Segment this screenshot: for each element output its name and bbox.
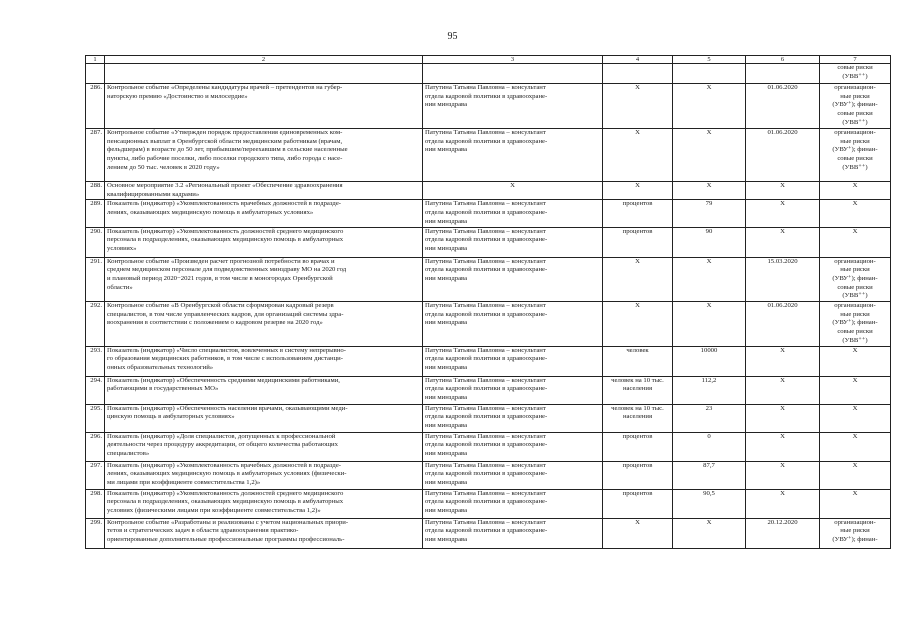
date-line: X (780, 227, 785, 235)
risk-line: X (852, 227, 858, 235)
risk-cell (820, 518, 891, 548)
risk-line: (УВУ⁺); финан- (832, 535, 878, 543)
description-line: Контрольное событие «Произведен расчет прогнозной потребности во врачах и (107, 257, 335, 265)
date-cell (746, 404, 820, 432)
responsible-cell (423, 302, 603, 347)
value-line: 112,2 (701, 376, 717, 384)
value-line: X (706, 257, 712, 265)
responsible-cell (423, 200, 603, 227)
table-row (86, 376, 891, 404)
responsible-line: отдела кадровой политики в здравоохране- (425, 385, 548, 393)
responsible-line: нии минздрава (425, 146, 468, 154)
date-line: 01.06.2020 (767, 84, 798, 91)
responsible-cell (423, 489, 603, 518)
responsible-line: Патутина Татьяна Павловна – консультант (425, 200, 546, 208)
unit-line: населения (622, 413, 653, 421)
risk-cell (820, 200, 891, 227)
table-row (86, 182, 891, 200)
unit-line: X (635, 518, 640, 526)
description-line: цинскую помощь в амбулаторных условиях» (107, 413, 235, 421)
date-line: X (780, 404, 785, 412)
description-line: Контрольное событие «Разработаны и реализованы с учетом национальных приори- (107, 518, 349, 526)
unit-cell (603, 489, 673, 518)
responsible-cell (423, 182, 603, 200)
risk-cell (820, 432, 891, 461)
row-number: 292. (86, 302, 105, 347)
responsible-line: Патутина Татьяна Павловна – консультант (425, 376, 546, 384)
description-cell (105, 182, 423, 200)
value-line: X (706, 129, 712, 136)
date-cell (746, 84, 820, 129)
value-line: X (706, 518, 712, 526)
description-cell (105, 404, 423, 432)
table-row (86, 432, 891, 461)
row-number: 291. (86, 257, 105, 302)
responsible-line: отдела кадровой политики в здравоохране- (425, 470, 548, 478)
responsible-line: отдела кадровой политики в здравоохране- (425, 137, 548, 145)
responsible-line: Патутина Татьяна Павловна – консультант (425, 404, 546, 412)
risk-cell (820, 376, 891, 404)
value-cell (673, 461, 746, 489)
description-line: лениях, оказывающих медицинскую помощь в амбулаторных условиях» (107, 209, 314, 217)
date-cell (746, 376, 820, 404)
description-line: Контрольное событие «В Оренбургской области сформирован кадровый резерв (107, 302, 334, 310)
responsible-line: отдела кадровой политики в здравоохране- (425, 92, 548, 100)
date-line: X (780, 432, 785, 440)
risk-line: X (852, 200, 858, 208)
description-line: ми лицами при коэффициенте совместительства 1,2)» (107, 478, 261, 486)
table-row (86, 461, 891, 489)
responsible-line: отдела кадровой политики в здравоохране- (425, 413, 548, 421)
unit-line: X (635, 302, 640, 310)
risk-line: ные риски (840, 92, 870, 100)
responsible-line: нии минздрава (425, 244, 468, 252)
risk-cell (820, 302, 891, 347)
risk-line: (УВВ⁺⁺) (842, 163, 868, 171)
unit-line: человек (626, 346, 649, 354)
value-line: 0 (707, 432, 711, 440)
unit-line: человек на 10 тыс. (611, 404, 664, 412)
responsible-line: отдела кадровой политики в здравоохране- (425, 236, 548, 244)
row-number: 297. (86, 461, 105, 489)
date-line: X (780, 489, 785, 497)
description-line: Контрольное событие «Утвержден порядок предоставления единовременных ком- (107, 129, 343, 136)
responsible-line: нии минздрава (425, 363, 468, 371)
risk-line: ные риски (840, 266, 870, 274)
description-cell (105, 461, 423, 489)
continuation-row (86, 64, 891, 84)
responsible-line: нии минздрава (425, 217, 468, 225)
value-cell (673, 302, 746, 347)
unit-line: процентов (622, 489, 653, 497)
date-cell (746, 129, 820, 182)
description-line: персонала в подразделениях, оказывающих медицинскую помощь в амбулаторных (107, 498, 344, 506)
description-line: Контрольное событие «Определены кандидатуры врачей – претендентов на губер- (107, 84, 343, 91)
row-number: 286. (86, 84, 105, 129)
risk-line: совые риски (837, 64, 873, 71)
responsible-cell (423, 404, 603, 432)
value-line: X (706, 84, 712, 91)
value-line: X (706, 302, 712, 310)
risk-line: (УВВ⁺⁺) (842, 292, 868, 300)
description-cell (105, 346, 423, 376)
date-cell (746, 432, 820, 461)
description-line: деятельности через процедуру аккредитации, от общего количества работающих (107, 441, 338, 449)
responsible-line: нии минздрава (425, 393, 468, 401)
description-line: лением до 50 тыс. человек в 2020 году» (107, 163, 220, 171)
date-cell (746, 200, 820, 227)
unit-cell (603, 404, 673, 432)
value-cell (673, 346, 746, 376)
value-cell (673, 200, 746, 227)
risk-line: (УВВ⁺⁺) (842, 72, 868, 80)
risk-cell (820, 461, 891, 489)
description-line: тетов и стратегических задач в области здравоохранения практико- (107, 527, 299, 535)
table-row (86, 257, 891, 302)
responsible-line: Патутина Татьяна Павловна – консультант (425, 257, 546, 265)
value-cell (673, 518, 746, 548)
risk-line: (УВУ⁺); финан- (832, 319, 878, 327)
date-line: X (780, 461, 785, 469)
description-cell (105, 129, 423, 182)
measures-table (85, 55, 891, 549)
unit-line: X (635, 129, 640, 136)
row-number: 299. (86, 518, 105, 548)
unit-line: X (635, 182, 640, 189)
responsible-cell (423, 518, 603, 548)
value-line: 23 (705, 404, 713, 412)
description-line: области» (107, 283, 133, 291)
description-cell (105, 200, 423, 227)
value-line: 79 (705, 200, 713, 208)
responsible-line: нии минздрава (425, 101, 468, 109)
value-cell (673, 227, 746, 257)
responsible-line: нии минздрава (425, 506, 468, 514)
date-cell (746, 346, 820, 376)
description-line: пункты, либо рабочие поселки, либо поселки городского типа, либо города с насе- (107, 155, 343, 163)
row-number: 293. (86, 346, 105, 376)
description-line: Показатель (индикатор) «Укомплектованность врачебных должностей в подразде- (107, 200, 342, 208)
description-line: онных образовательных технологий» (107, 363, 214, 371)
responsible-cell (423, 84, 603, 129)
risk-line: X (852, 489, 858, 497)
risk-line: X (852, 346, 858, 354)
unit-cell (603, 182, 673, 200)
unit-cell (603, 432, 673, 461)
row-number: 298. (86, 489, 105, 518)
unit-line: X (635, 84, 640, 91)
value-line: 90 (705, 227, 713, 235)
table-row (86, 129, 891, 182)
risk-line: X (852, 376, 858, 384)
risk-line: (УВУ⁺); финан- (832, 146, 878, 154)
description-line: среднем медицинском персонале для подведомственных минздраву МО на 2020 год (107, 266, 347, 274)
risk-line: совые риски (837, 283, 873, 291)
unit-line: процентов (622, 432, 653, 440)
description-cell (105, 84, 423, 129)
unit-cell (603, 518, 673, 548)
responsible-line: нии минздрава (425, 449, 468, 457)
date-line: 01.06.2020 (767, 302, 798, 310)
risk-line: X (852, 182, 858, 189)
risk-line: ные риски (840, 310, 870, 318)
unit-cell (603, 461, 673, 489)
responsible-line: Патутина Татьяна Павловна – консультант (425, 432, 546, 440)
description-cell (105, 257, 423, 302)
description-line: специалистов, в том числе управленческих кадров, для организаций системы здра- (107, 310, 344, 318)
unit-cell (603, 227, 673, 257)
value-cell (673, 404, 746, 432)
responsible-line: Патутина Татьяна Павловна – консультант (425, 461, 546, 469)
date-cell (746, 489, 820, 518)
responsible-line: Патутина Татьяна Павловна – консультант (425, 84, 546, 91)
date-cell (746, 302, 820, 347)
unit-line: человек на 10 тыс. (611, 376, 664, 384)
risk-line: (УВУ⁺); финан- (832, 274, 878, 282)
value-cell (673, 376, 746, 404)
table-row (86, 84, 891, 129)
date-line: 15.03.2020 (767, 257, 798, 265)
risk-cell (820, 346, 891, 376)
row-number: 287. (86, 129, 105, 182)
date-cell (746, 257, 820, 302)
date-line: X (780, 346, 785, 354)
value-cell (673, 489, 746, 518)
unit-line: процентов (622, 461, 653, 469)
date-cell (746, 518, 820, 548)
risk-cell (820, 84, 891, 129)
risk-line: организацион- (834, 257, 876, 265)
table-row (86, 227, 891, 257)
responsible-line: отдела кадровой политики в здравоохране- (425, 527, 548, 535)
responsible-cell (423, 461, 603, 489)
risk-cell (820, 489, 891, 518)
responsible-cell (423, 227, 603, 257)
description-cell (105, 489, 423, 518)
risk-cell (820, 404, 891, 432)
value-line: 87,7 (703, 461, 715, 469)
description-line: фельдшерам) в возрасте до 50 лет, прибывшим/переехавшим в сельские населенные (107, 146, 348, 154)
date-line: X (780, 200, 785, 208)
description-line: ориентированные дополнительные профессиональные программы профессиональ- (107, 535, 345, 543)
responsible-line: нии минздрава (425, 421, 468, 429)
description-line: Показатель (индикатор) «Обеспеченность средними медицинскими работниками, (107, 376, 340, 384)
row-number: 289. (86, 200, 105, 227)
header-row (86, 56, 891, 64)
unit-cell (603, 257, 673, 302)
description-cell (105, 376, 423, 404)
description-line: специалистов» (107, 449, 150, 457)
unit-cell (603, 200, 673, 227)
column-header: 1 (86, 56, 105, 64)
date-line: 01.06.2020 (767, 129, 798, 136)
responsible-line: отдела кадровой политики в здравоохране- (425, 441, 548, 449)
risk-line: совые риски (837, 155, 873, 163)
risk-line: (УВВ⁺⁺) (842, 336, 868, 344)
date-line: X (780, 182, 785, 189)
risk-line: совые риски (837, 110, 873, 118)
risk-line: ные риски (840, 137, 870, 145)
unit-cell (603, 129, 673, 182)
responsible-line: Патутина Татьяна Павловна – консультант (425, 227, 546, 235)
risk-line: совые риски (837, 328, 873, 336)
column-header: 4 (603, 56, 673, 64)
description-cell (105, 432, 423, 461)
responsible-line: Патутина Татьяна Павловна – консультант (425, 302, 546, 310)
risk-line: организацион- (834, 302, 876, 310)
risk-cell (820, 257, 891, 302)
description-line: Показатель (индикатор) «Укомплектованность должностей среднего медицинского (107, 227, 344, 235)
unit-cell (603, 84, 673, 129)
description-line: работающими в государственных МО» (107, 385, 219, 393)
unit-line: X (635, 257, 640, 265)
column-header: 5 (673, 56, 746, 64)
risk-cell (820, 64, 891, 84)
row-number: 288. (86, 182, 105, 200)
date-line: X (780, 376, 785, 384)
table-row (86, 346, 891, 376)
value-cell (673, 182, 746, 200)
date-cell (746, 461, 820, 489)
table-row (86, 489, 891, 518)
responsible-line: X (510, 182, 515, 189)
risk-line: X (852, 461, 858, 469)
unit-cell (603, 376, 673, 404)
value-cell (673, 129, 746, 182)
date-line: 20.12.2020 (767, 518, 798, 526)
table-row (86, 200, 891, 227)
risk-line: организацион- (834, 84, 876, 91)
responsible-cell (423, 129, 603, 182)
risk-line: организацион- (834, 129, 876, 136)
unit-cell (603, 302, 673, 347)
unit-cell (603, 346, 673, 376)
responsible-line: Патутина Татьяна Павловна – консультант (425, 518, 546, 526)
value-cell (673, 84, 746, 129)
description-line: лениях, оказывающих медицинскую помощь в амбулаторных условиях (физически- (107, 470, 347, 478)
responsible-line: Патутина Татьяна Павловна – консультант (425, 129, 546, 136)
table-row (86, 302, 891, 347)
description-cell (105, 227, 423, 257)
table-row (86, 518, 891, 548)
page-number: 95 (447, 31, 458, 42)
responsible-line: нии минздрава (425, 274, 468, 282)
value-line: 90,5 (703, 489, 715, 497)
description-line: Основное мероприятие 3.2 «Региональный проект «Обеспечение здравоохранения (107, 182, 343, 189)
row-number: 290. (86, 227, 105, 257)
table-row (86, 404, 891, 432)
column-header: 2 (105, 56, 423, 64)
description-line: воохранения в соответствии с положением о кадровом резерве на 2020 год» (107, 319, 323, 327)
responsible-cell (423, 376, 603, 404)
description-line: го образования медицинских работников, в том числе с использованием дистанци- (107, 355, 343, 363)
description-cell (105, 518, 423, 548)
responsible-cell (423, 257, 603, 302)
description-line: Показатель (индикатор) «Доля специалистов, допущенных к профессиональной (107, 432, 336, 440)
row-number: 296. (86, 432, 105, 461)
unit-line: процентов (622, 200, 653, 208)
responsible-line: Патутина Татьяна Павловна – консультант (425, 489, 546, 497)
description-line: квалифицированными кадрами» (107, 190, 200, 198)
responsible-cell (423, 432, 603, 461)
responsible-line: отдела кадровой политики в здравоохране- (425, 209, 548, 217)
description-line: Показатель (индикатор) «Укомплектованность должностей среднего медицинского (107, 489, 344, 497)
risk-line: (УВВ⁺⁺) (842, 118, 868, 126)
description-line: Показатель (индикатор) «Обеспеченность населения врачами, оказывающими меди- (107, 404, 348, 412)
responsible-line: отдела кадровой политики в здравоохране- (425, 310, 548, 318)
description-line: наторскую премию «Достоинство и милосердие» (107, 92, 248, 100)
description-line: персонала в подразделениях, оказывающих медицинскую помощь в амбулаторных (107, 236, 344, 244)
column-header: 3 (423, 56, 603, 64)
responsible-line: отдела кадровой политики в здравоохране- (425, 266, 548, 274)
risk-line: ные риски (840, 527, 870, 535)
column-header: 7 (820, 56, 891, 64)
unit-line: процентов (622, 227, 653, 235)
risk-cell (820, 182, 891, 200)
risk-cell (820, 129, 891, 182)
description-cell (105, 302, 423, 347)
responsible-line: отдела кадровой политики в здравоохране- (425, 498, 548, 506)
value-line: X (706, 182, 712, 189)
value-cell (673, 257, 746, 302)
description-line: пенсационных выплат в Оренбургской области медицинским работникам (врачам, (107, 137, 343, 145)
unit-line: населения (622, 385, 653, 393)
responsible-line: нии минздрава (425, 478, 468, 486)
value-line: 10000 (700, 346, 718, 354)
responsible-line: нии минздрава (425, 319, 468, 327)
responsible-line: отдела кадровой политики в здравоохране- (425, 355, 548, 363)
responsible-line: Патутина Татьяна Павловна – консультант (425, 346, 546, 354)
risk-line: X (852, 404, 858, 412)
date-cell (746, 182, 820, 200)
value-cell (673, 432, 746, 461)
risk-line: организацион- (834, 518, 876, 526)
responsible-line: нии минздрава (425, 535, 468, 543)
description-line: условиях (физическими лицами при коэффициенте совместительства 1,2)» (107, 506, 321, 514)
risk-line: (УВУ⁺); финан- (832, 101, 878, 109)
row-number: 295. (86, 404, 105, 432)
risk-cell (820, 227, 891, 257)
description-line: условиях» (107, 244, 137, 252)
description-line: и плановый период 2020−2021 годов, в том числе в моногородах Оренбургской (107, 274, 333, 282)
description-line: Показатель (индикатор) «Укомплектованность врачебных должностей в подразде- (107, 461, 342, 469)
description-line: Показатель (индикатор) «Число специалистов, вовлеченных в систему непрерывно- (107, 346, 346, 354)
row-number: 294. (86, 376, 105, 404)
risk-line: X (852, 432, 858, 440)
column-header: 6 (746, 56, 820, 64)
date-cell (746, 227, 820, 257)
responsible-cell (423, 346, 603, 376)
